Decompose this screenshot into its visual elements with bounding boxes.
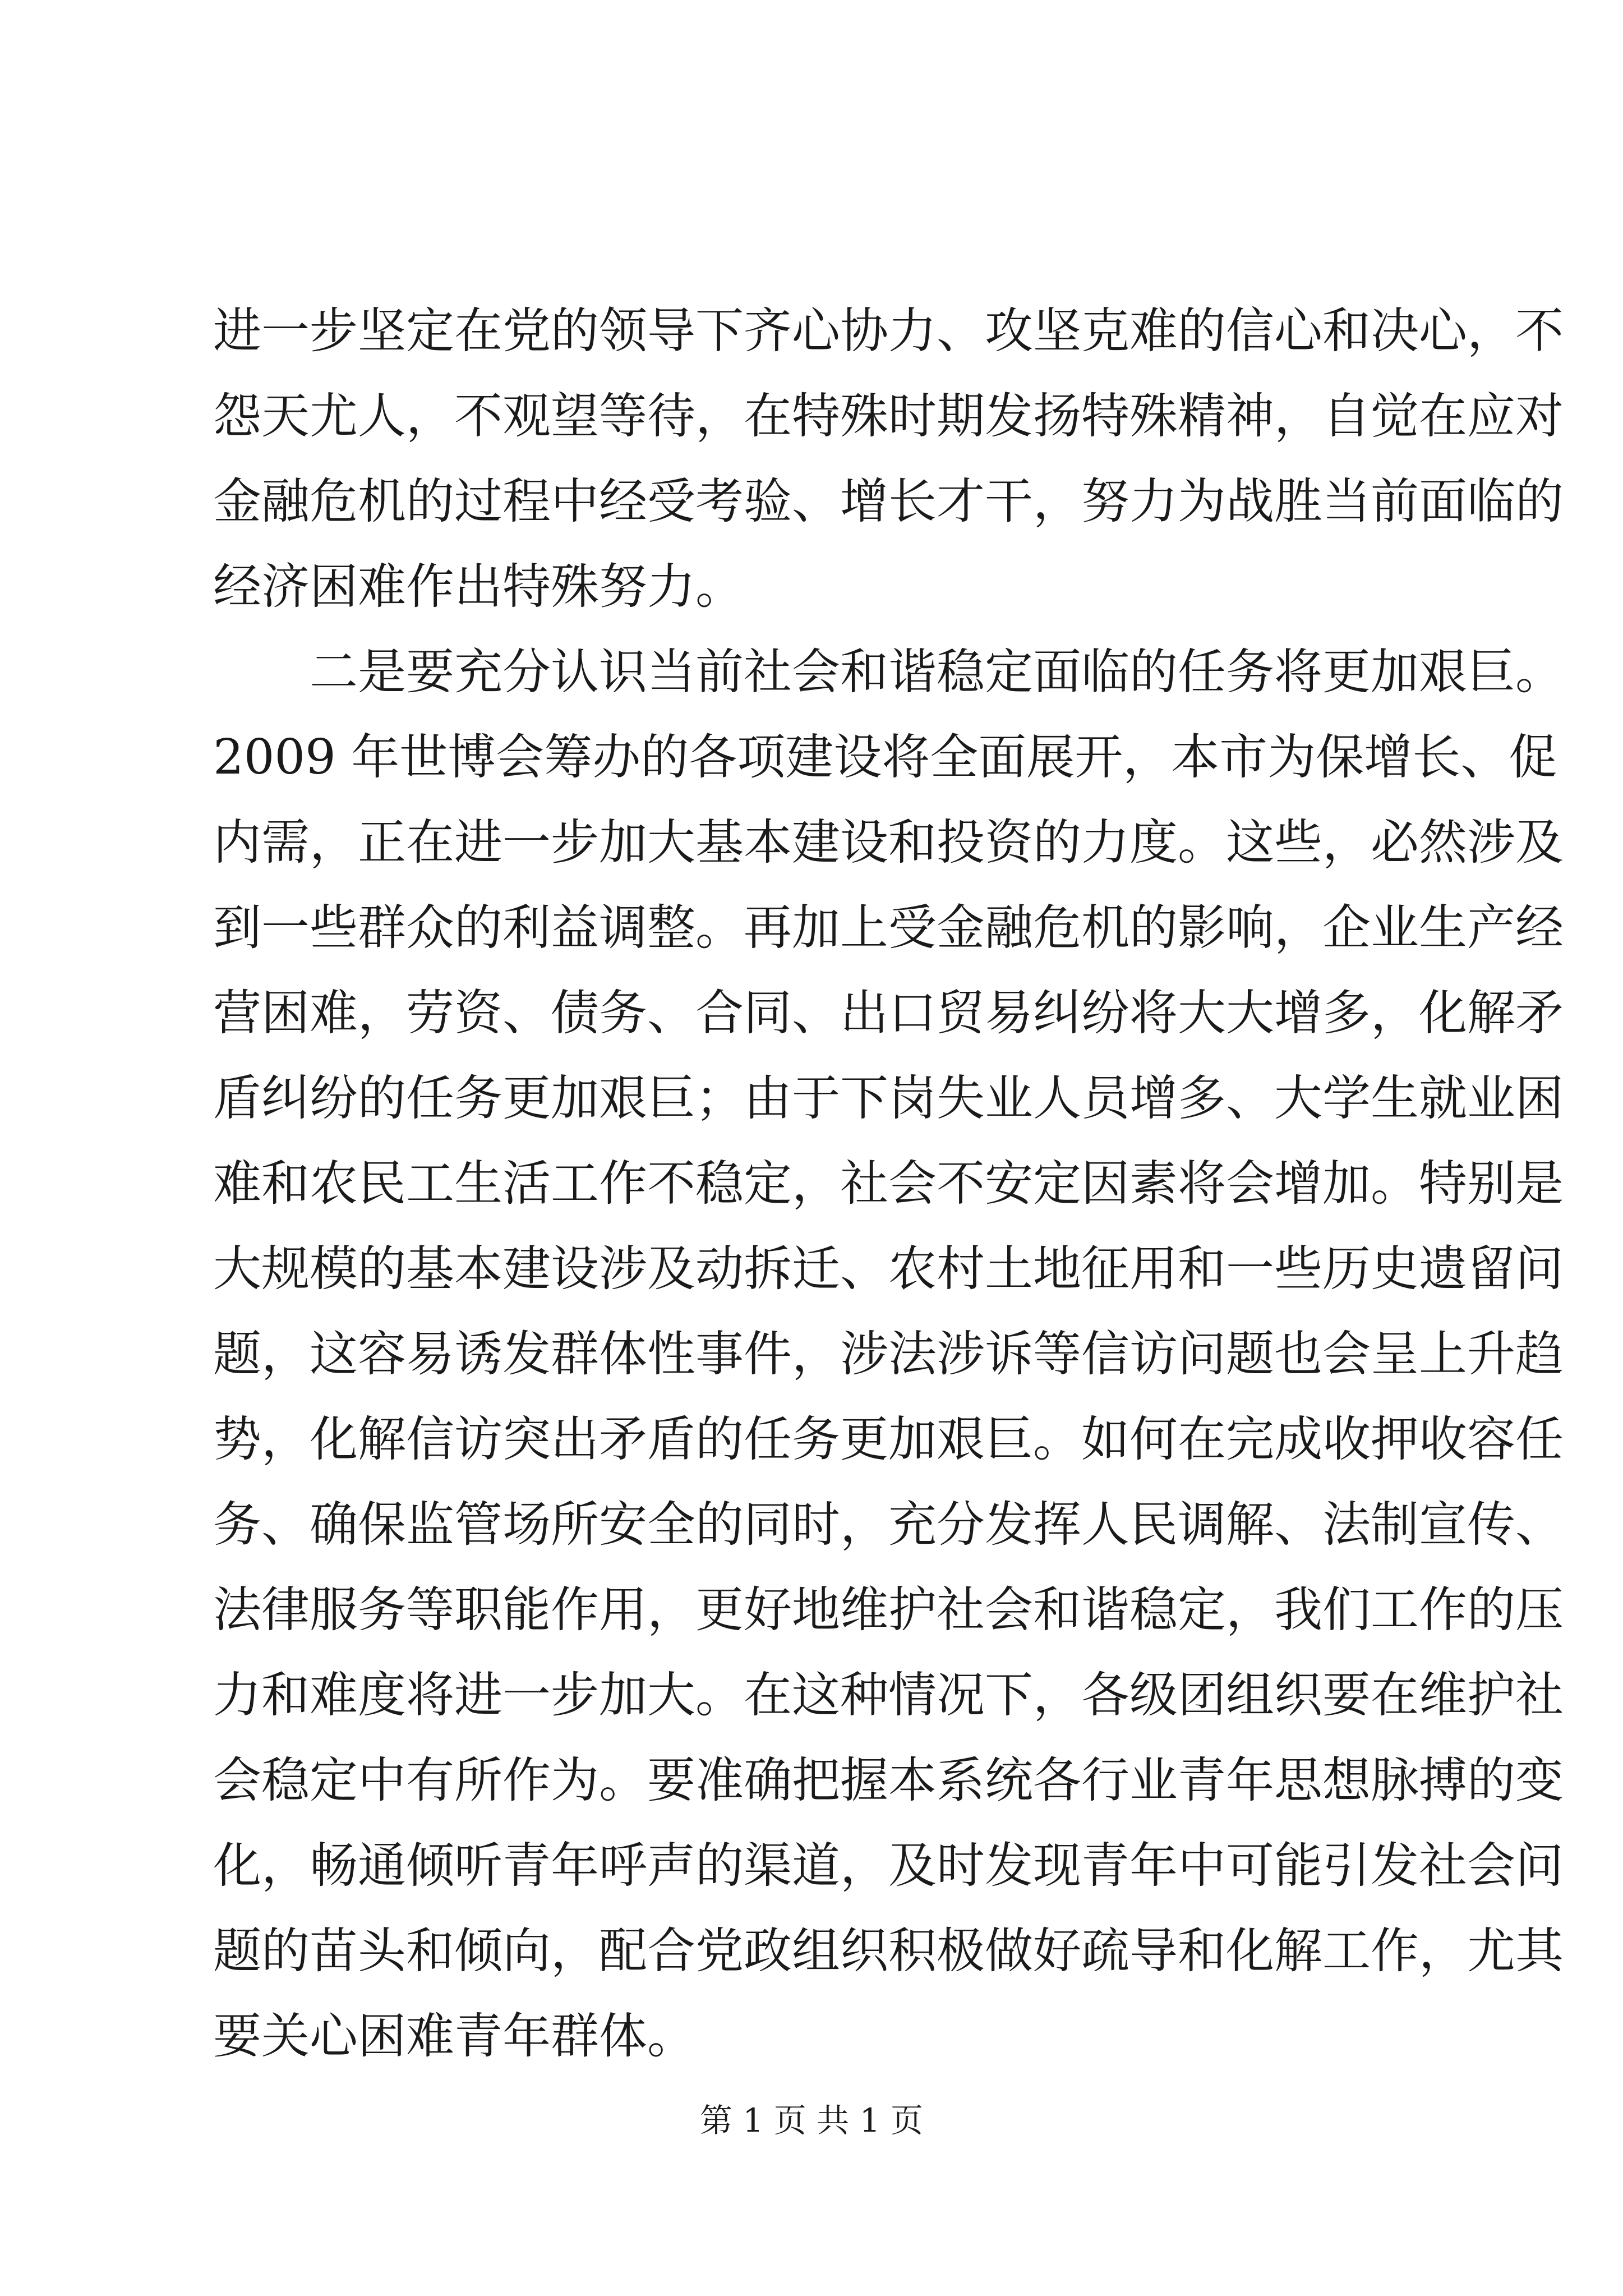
text-line: 要关心困难青年群体。 [213, 2008, 695, 2064]
text-line: 题的苗头和倾向，配合党政组织积极做好疏导和化解工作，尤其 [213, 1923, 1564, 1979]
text-line: 大规模的基本建设涉及动拆迁、农村土地征用和一些历史遗留问 [213, 1241, 1564, 1297]
text-line: 到一些群众的利益调整。再加上受金融危机的影响，企业生产经 [213, 900, 1564, 956]
page-footer: 第 1 页 共 1 页 [700, 2101, 923, 2139]
text-line: 营困难，劳资、债务、合同、出口贸易纠纷将大大增多，化解矛 [213, 985, 1564, 1041]
text-line: 题，这容易诱发群体性事件，涉法涉诉等信访问题也会呈上升趋 [213, 1326, 1564, 1382]
text-line: 盾纠纷的任务更加艰巨；由于下岗失业人员增多、大学生就业困 [213, 1070, 1564, 1126]
text-line: 化，畅通倾听青年呼声的渠道，及时发现青年中可能引发社会问 [213, 1838, 1564, 1894]
paragraph-start-line: 二是要充分认识当前社会和谐稳定面临的任务将更加艰巨。 [213, 644, 1564, 700]
text-line: 法律服务等职能作用，更好地维护社会和谐稳定，我们工作的压 [213, 1582, 1564, 1638]
text-line: 势，化解信访突出矛盾的任务更加艰巨。如何在完成收押收容任 [213, 1411, 1564, 1467]
text-line: 务、确保监管场所安全的同时，充分发挥人民调解、法制宣传、 [213, 1497, 1564, 1553]
text-line: 力和难度将进一步加大。在这种情况下，各级团组织要在维护社 [213, 1667, 1564, 1723]
text-line: 经济困难作出特殊努力。 [213, 559, 744, 615]
text-line: 怨天尤人，不观望等待，在特殊时期发扬特殊精神，自觉在应对 [213, 388, 1564, 444]
text-line: 难和农民工生活工作不稳定，社会不安定因素将会增加。特别是 [213, 1156, 1564, 1212]
text-line: 会稳定中有所作为。要准确把握本系统各行业青年思想脉搏的变 [213, 1752, 1564, 1809]
text-line: 进一步坚定在党的领导下齐心协力、攻坚克难的信心和决心，不 [213, 303, 1564, 359]
text-line: 内需，正在进一步加大基本建设和投资的力度。这些，必然涉及 [213, 815, 1564, 871]
text-line: 2009 年世博会筹办的各项建设将全面展开，本市为保增长、促 [213, 729, 1557, 785]
text-line: 金融危机的过程中经受考验、增长才干，努力为战胜当前面临的 [213, 473, 1564, 530]
